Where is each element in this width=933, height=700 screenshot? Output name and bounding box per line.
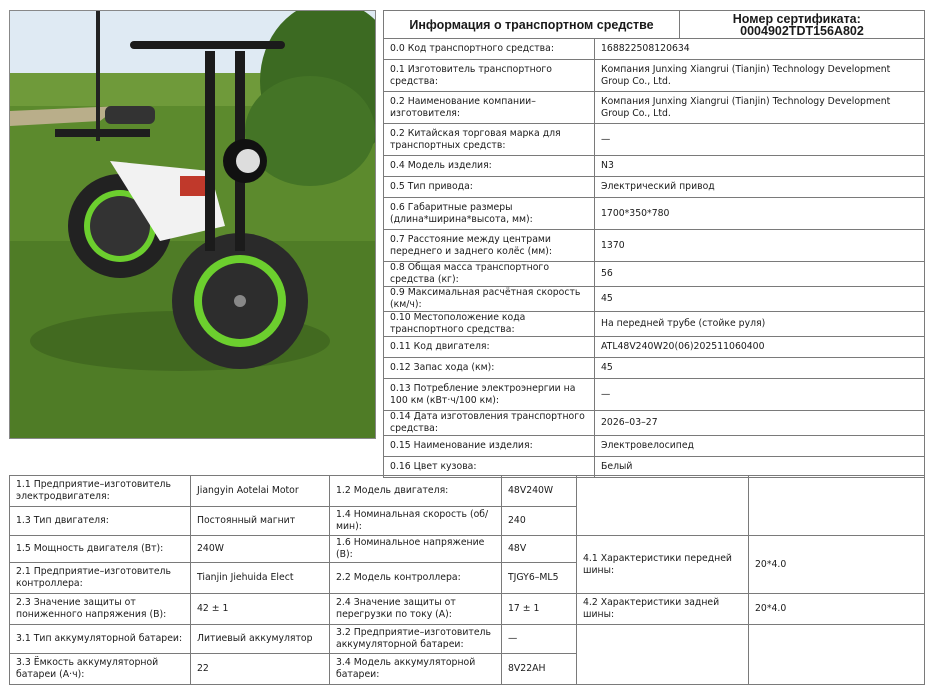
bike-photo — [9, 10, 376, 439]
field-label: 2.4 Значение защиты от перегрузки по току (А): — [330, 594, 502, 625]
field-value: 48V240W — [502, 476, 577, 507]
table-row — [384, 312, 925, 337]
field-value: 56 — [595, 262, 925, 287]
field-label: 1.4 Номинальная скорость (об/мин): — [330, 507, 502, 536]
front-tire-label: 4.1 Характеристики передней шины: — [577, 536, 749, 594]
field-label: 2.3 Значение защиты от пониженного напряжения (В): — [10, 594, 191, 625]
table-row — [384, 230, 925, 262]
certificate-label: Номер сертификата: — [732, 11, 861, 26]
field-label: 0.4 Модель изделия: — [384, 156, 595, 177]
field-value: — — [595, 379, 925, 411]
field-label: 0.12 Запас хода (км): — [384, 358, 595, 379]
certificate-number: 0004902TDT156A802 — [740, 23, 864, 38]
table-row — [384, 198, 925, 230]
field-value: На передней трубе (стойке руля) — [595, 312, 925, 337]
field-label: 0.6 Габаритные размеры (длина*ширина*высота, мм): — [384, 198, 595, 230]
field-value: 45 — [595, 287, 925, 312]
table-row — [384, 60, 925, 92]
field-label: 1.2 Модель двигателя: — [330, 476, 502, 507]
table-row — [384, 124, 925, 156]
component-table — [9, 475, 925, 685]
field-value: — — [502, 625, 577, 654]
field-label: 0.2 Китайская торговая марка для транспортных средств: — [384, 124, 595, 156]
field-label: 2.2 Модель контроллера: — [330, 563, 502, 594]
field-value: 22 — [191, 654, 330, 685]
table-row — [10, 536, 925, 563]
field-value: Компания Junxing Xiangrui (Tianjin) Technology Development Group Co., Ltd. — [595, 60, 925, 92]
field-value: Tianjin Jiehuida Elect — [191, 563, 330, 594]
table-row — [384, 436, 925, 457]
field-value: Электровелосипед — [595, 436, 925, 457]
field-value: 2026–03–27 — [595, 411, 925, 436]
empty-cell — [749, 476, 925, 536]
field-value: Электрический привод — [595, 177, 925, 198]
field-label: 3.4 Модель аккумуляторной батареи: — [330, 654, 502, 685]
empty-cell — [577, 625, 749, 685]
vehicle-info-table — [383, 10, 925, 478]
field-label: 1.6 Номинальное напряжение (В): — [330, 536, 502, 563]
field-label: 0.8 Общая масса транспортного средства (кг): — [384, 262, 595, 287]
field-value: 168822508120634 — [595, 39, 925, 60]
table-row — [384, 411, 925, 436]
table-row — [384, 156, 925, 177]
field-value: ATL48V240W20(06)202511060400 — [595, 337, 925, 358]
front-tire-value: 20*4.0 — [749, 536, 925, 594]
field-label: 1.3 Тип двигателя: — [10, 507, 191, 536]
field-label: 1.5 Мощность двигателя (Вт): — [10, 536, 191, 563]
field-value: Постоянный магнит — [191, 507, 330, 536]
field-value: Jiangyin Aotelai Motor — [191, 476, 330, 507]
empty-cell — [577, 476, 749, 536]
table-row — [384, 262, 925, 287]
empty-cell — [749, 625, 925, 685]
field-value: 48V — [502, 536, 577, 563]
field-label: 0.13 Потребление электроэнергии на 100 км (кВт·ч/100 км): — [384, 379, 595, 411]
field-label: 1.1 Предприятие–изготовитель электродвигателя: — [10, 476, 191, 507]
field-label: 3.2 Предприятие–изготовитель аккумуляторной батареи: — [330, 625, 502, 654]
field-label: 0.16 Цвет кузова: — [384, 457, 595, 478]
field-value: 1700*350*780 — [595, 198, 925, 230]
field-label: 0.0 Код транспортного средства: — [384, 39, 595, 60]
field-label: 0.10 Местоположение кода транспортного средства: — [384, 312, 595, 337]
table-row — [10, 594, 925, 625]
field-label: 0.7 Расстояние между центрами переднего и заднего колёс (мм): — [384, 230, 595, 262]
field-value: 17 ± 1 — [502, 594, 577, 625]
rear-tire-label: 4.2 Характеристики задней шины: — [577, 594, 749, 625]
field-label: 3.1 Тип аккумуляторной батареи: — [10, 625, 191, 654]
certificate-cell — [680, 11, 925, 39]
field-value: 240W — [191, 536, 330, 563]
field-label: 0.1 Изготовитель транспортного средства: — [384, 60, 595, 92]
table-row — [10, 625, 925, 654]
field-label: 0.14 Дата изготовления транспортного средства: — [384, 411, 595, 436]
field-value: Белый — [595, 457, 925, 478]
field-label: 0.11 Код двигателя: — [384, 337, 595, 358]
field-label: 0.5 Тип привода: — [384, 177, 595, 198]
table-row — [384, 177, 925, 198]
field-value: 45 — [595, 358, 925, 379]
field-value: 240 — [502, 507, 577, 536]
field-value: — — [595, 124, 925, 156]
field-value: 1370 — [595, 230, 925, 262]
table-row — [384, 39, 925, 60]
table-row — [384, 379, 925, 411]
field-label: 0.2 Наименование компании–изготовителя: — [384, 92, 595, 124]
field-label: 0.9 Максимальная расчётная скорость (км/ч): — [384, 287, 595, 312]
field-value: N3 — [595, 156, 925, 177]
table-row — [384, 92, 925, 124]
ebike-illustration — [10, 11, 375, 438]
field-value: Компания Junxing Xiangrui (Tianjin) Technology Development Group Co., Ltd. — [595, 92, 925, 124]
table-row — [384, 358, 925, 379]
field-label: 0.15 Наименование изделия: — [384, 436, 595, 457]
field-value: 42 ± 1 — [191, 594, 330, 625]
field-label: 2.1 Предприятие–изготовитель контроллера: — [10, 563, 191, 594]
table-row — [10, 476, 925, 507]
field-value: Литиевый аккумулятор — [191, 625, 330, 654]
field-label: 3.3 Ёмкость аккумуляторной батареи (А·ч): — [10, 654, 191, 685]
rear-tire-value: 20*4.0 — [749, 594, 925, 625]
table-row — [384, 337, 925, 358]
table-row — [384, 287, 925, 312]
table-title: Информация о транспортном средстве — [384, 11, 680, 39]
field-value: 8V22AH — [502, 654, 577, 685]
field-value: TJGY6–ML5 — [502, 563, 577, 594]
